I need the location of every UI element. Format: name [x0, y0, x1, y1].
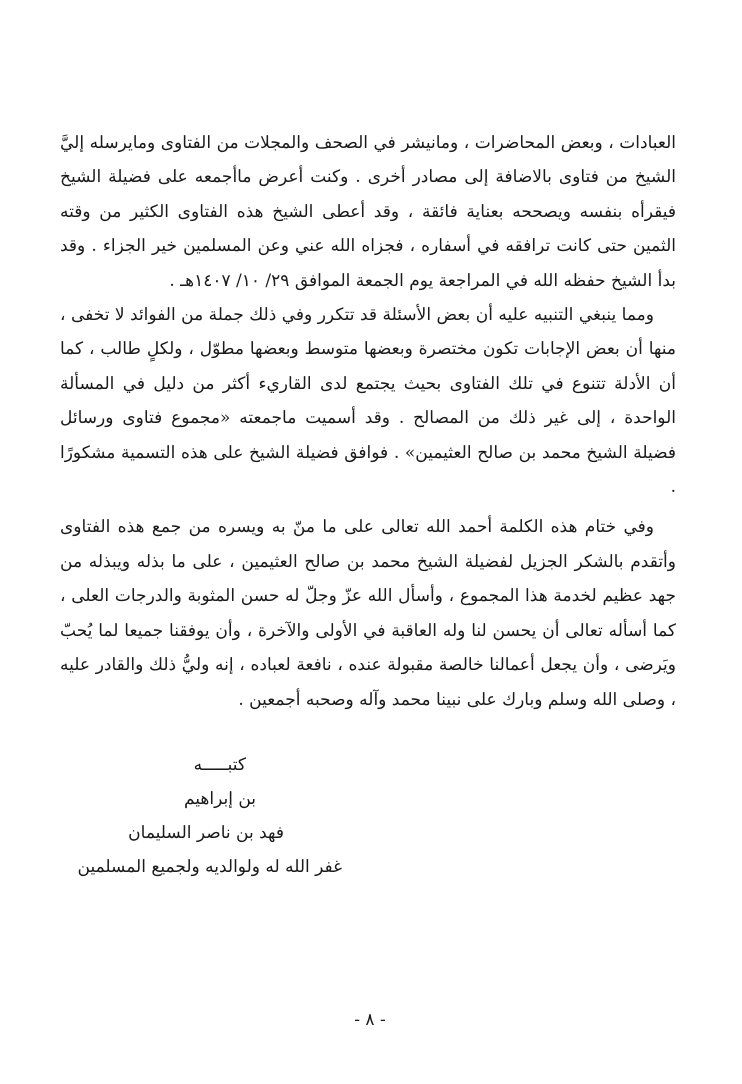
paragraph-1: العبادات ، وبعض المحاضرات ، ومانيشر في الصحف والمجلات من الفتاوى ومايرسله إليَّ الشيخ من فتاوى بالاضافة إلى مصادر أخرى . وكنت أعرض ماأجمعه على فضيلة الشيخ فيقرأه بنفسه ويصححه بعناية فائقة ، وقد أعطى الشيخ هذه الفتاوى الكثير من وقته الثمين حتى كانت ترافقه في أسفاره ، فجزاه الله عني وعن المسلمين خير الجزاء . وقد بدأ الشيخ حفظه الله في المراجعة يوم الجمعة الموافق ٢٩/ ١٠/ ١٤٠٧هـ . [60, 133, 676, 291]
signature-prayer: غفر الله له ولوالديه ولجميع المسلمين [77, 857, 342, 877]
signature-name-line-2: فهد بن ناصر السليمان [128, 823, 284, 843]
signature-written-by: كتبـــــه [193, 755, 246, 775]
body-text [60, 126, 676, 717]
signature-block [78, 748, 342, 884]
paragraph-3: وفي ختام هذه الكلمة أحمد الله تعالى على ما منّ به ويسره من جمع هذه الفتاوى وأتقدم بالشكر الجزيل لفضيلة الشيخ محمد بن صالح العثيمين ، على ما بذله ويبذله من جهد عظيم لخدمة هذا المجموع ، وأسأل الله عزّ وجلّ له حسن المثوبة والدرجات العلى ، كما أسأله تعالى أن يحسن لنا وله العاقبة في الأولى والآخرة ، وأن يوفقنا جميعا لما يُحبّ ويَرضى ، وأن يجعل أعمالنا خالصة مقبولة عنده ، نافعة لعباده ، إنه وليُّ ذلك والقادر عليه ، وصلى الله وسلم وبارك على نبينا محمد وآله وصحبه أجمعين . [60, 517, 676, 710]
signature-name-line-1: بن إبراهيم [183, 789, 256, 809]
page-number: - ٨ - [354, 1010, 386, 1030]
paragraph-2: ومما ينبغي التنبيه عليه أن بعض الأسئلة قد تتكرر وفي ذلك جملة من الفوائد لا تخفى ، منها أن بعض الإجابات تكون مختصرة وبعضها متوسط وبعضها مطوّل ، ولكلٍ طالب ، كما أن الأدلة تتنوع في تلك الفتاوى بحيث يجتمع لدى القاريء أكثر من دليل في المسألة الواحدة ، إلى غير ذلك من المصالح . وقد أسميت ماجمعته «مجموع فتاوى ورسائل فضيلة الشيخ محمد بن صالح العثيمين» . فوافق فضيلة الشيخ على هذه التسمية مشكورًا . [60, 305, 676, 498]
